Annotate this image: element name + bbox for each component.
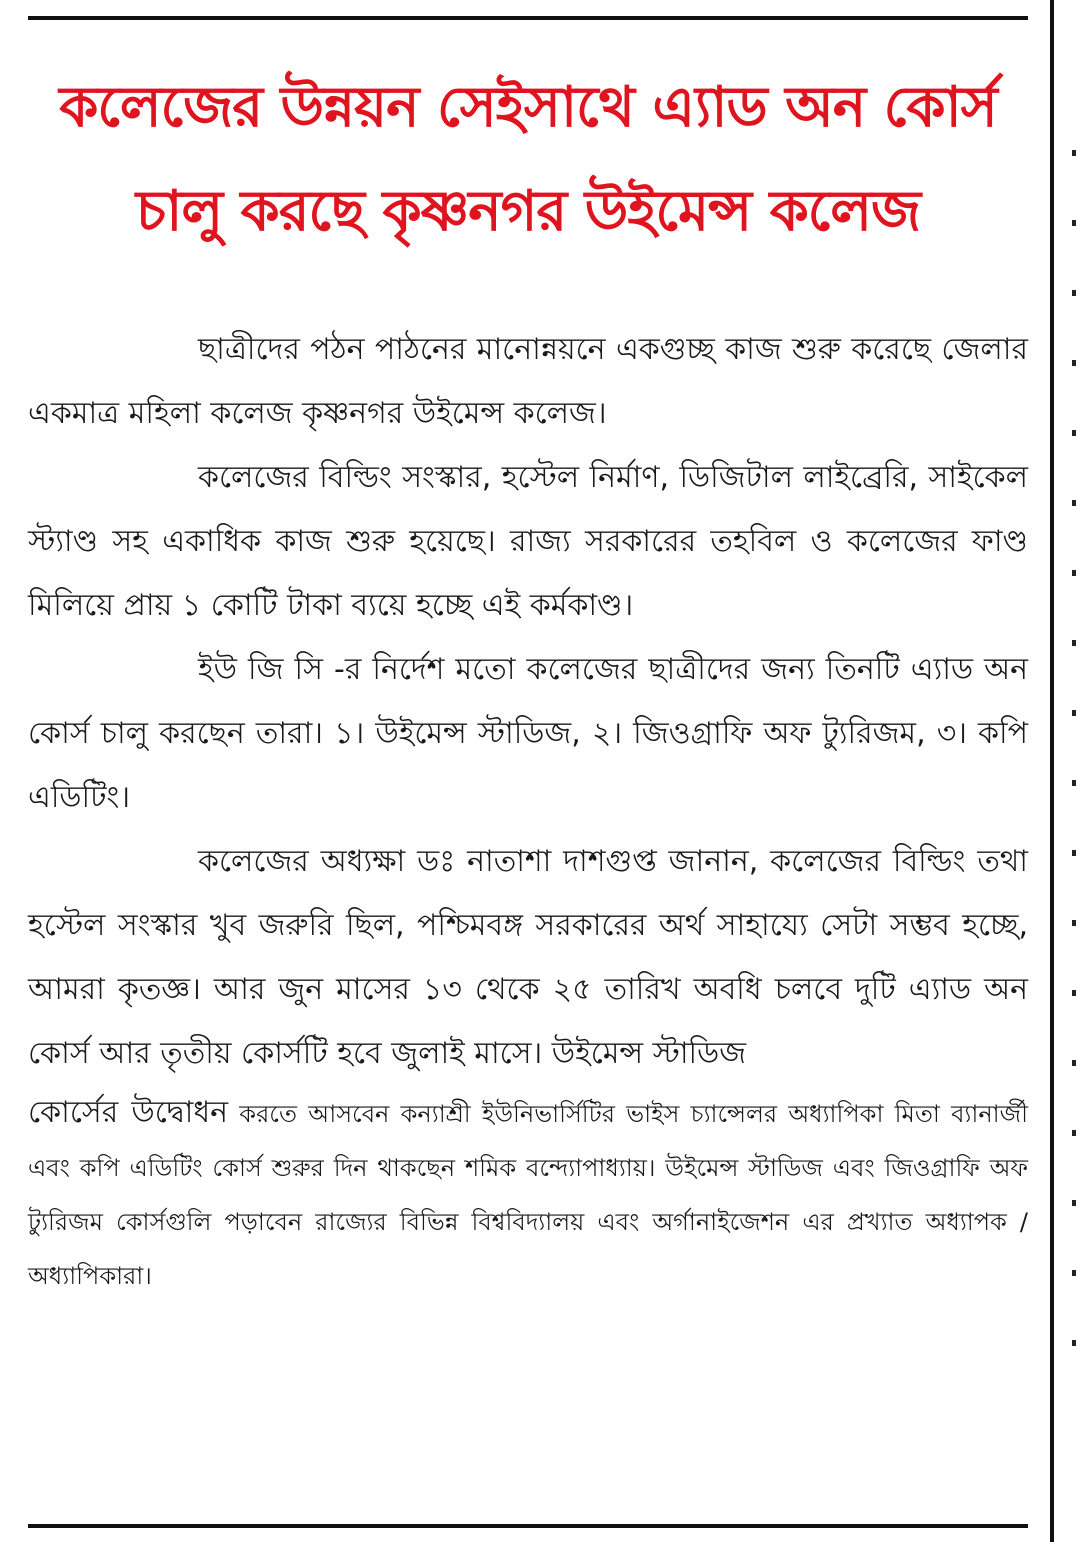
headline — [28, 56, 1028, 264]
adjacent-column-edge — [1072, 150, 1080, 1450]
headline-line-2: চালু করছে কৃষ্ণনগর উইমেন্স কলেজ — [135, 179, 921, 244]
headline-line-1: কলেজের উন্নয়ন সেইসাথে এ্যাড অন কোর্স — [59, 75, 997, 140]
paragraph-5 — [28, 1086, 1028, 1303]
paragraph-2: কলেজের বিল্ডিং সংস্কার, হস্টেল নির্মাণ, ডিজিটাল লাইব্রেরি, সাইকেল স্ট্যাণ্ড সহ একাধিক কাজ শুরু হয়েছে। রাজ্য সরকারের তহবিল ও কলেজের ফাণ্ড মিলিয়ে প্রায় ১ কোটি টাকা ব্যয়ে হচ্ছে এই কর্মকাণ্ড। — [28, 460, 1028, 623]
article-body — [28, 318, 1028, 1303]
paragraph-5-lead: কোর্সের উদ্বোধন — [28, 1095, 229, 1130]
top-rule — [28, 16, 1028, 20]
paragraph-1: ছাত্রীদের পঠন পাঠনের মানোন্নয়নে একগুচ্ছ কাজ শুরু করেছে জেলার একমাত্র মহিলা কলেজ কৃষ্ণনগর উইমেন্স কলেজ। — [28, 332, 1028, 431]
paragraph-5-rest: করতে আসবেন কন্যাশ্রী ইউনিভার্সিটির ভাইস চ্যান্সেলর অধ্যাপিকা মিতা ব্যানার্জী এবং কপি এডিটিং কোর্স শুরুর দিন থাকছেন শমিক বন্দ্যোপাধ্যায়। উইমেন্স স্টাডিজ এবং জিওগ্রাফি অফ ট্যুরিজম কোর্সগুলি পড়াবেন রাজ্যের বিভিন্ন বিশ্ববিদ্যালয় এবং অর্গানাইজেশন এর প্রখ্যাত অধ্যাপক / অধ্যাপিকারা। — [28, 1100, 1028, 1290]
column-divider — [1050, 0, 1054, 1542]
bottom-rule — [28, 1524, 1028, 1528]
paragraph-4: কলেজের অধ্যক্ষা ডঃ নাতাশা দাশগুপ্ত জানান, কলেজের বিল্ডিং তথা হস্টেল সংস্কার খুব জরুরি ছিল, পশ্চিমবঙ্গ সরকারের অর্থ সাহায্যে সেটা সম্ভব হচ্ছে, আমরা কৃতজ্ঞ। আর জুন মাসের ১৩ থেকে ২৫ তারিখ অবধি চলবে দুটি এ্যাড অন কোর্স আর তৃতীয় কোর্সটি হবে জুলাই মাসে। উইমেন্স স্টাডিজ — [28, 844, 1028, 1071]
paragraph-3: ইউ জি সি -র নির্দেশ মতো কলেজের ছাত্রীদের জন্য তিনটি এ্যাড অন কোর্স চালু করছেন তারা। ১। উইমেন্স স্টাডিজ, ২। জিওগ্রাফি অফ ট্যুরিজম, ৩। কপি এডিটিং। — [28, 652, 1028, 815]
